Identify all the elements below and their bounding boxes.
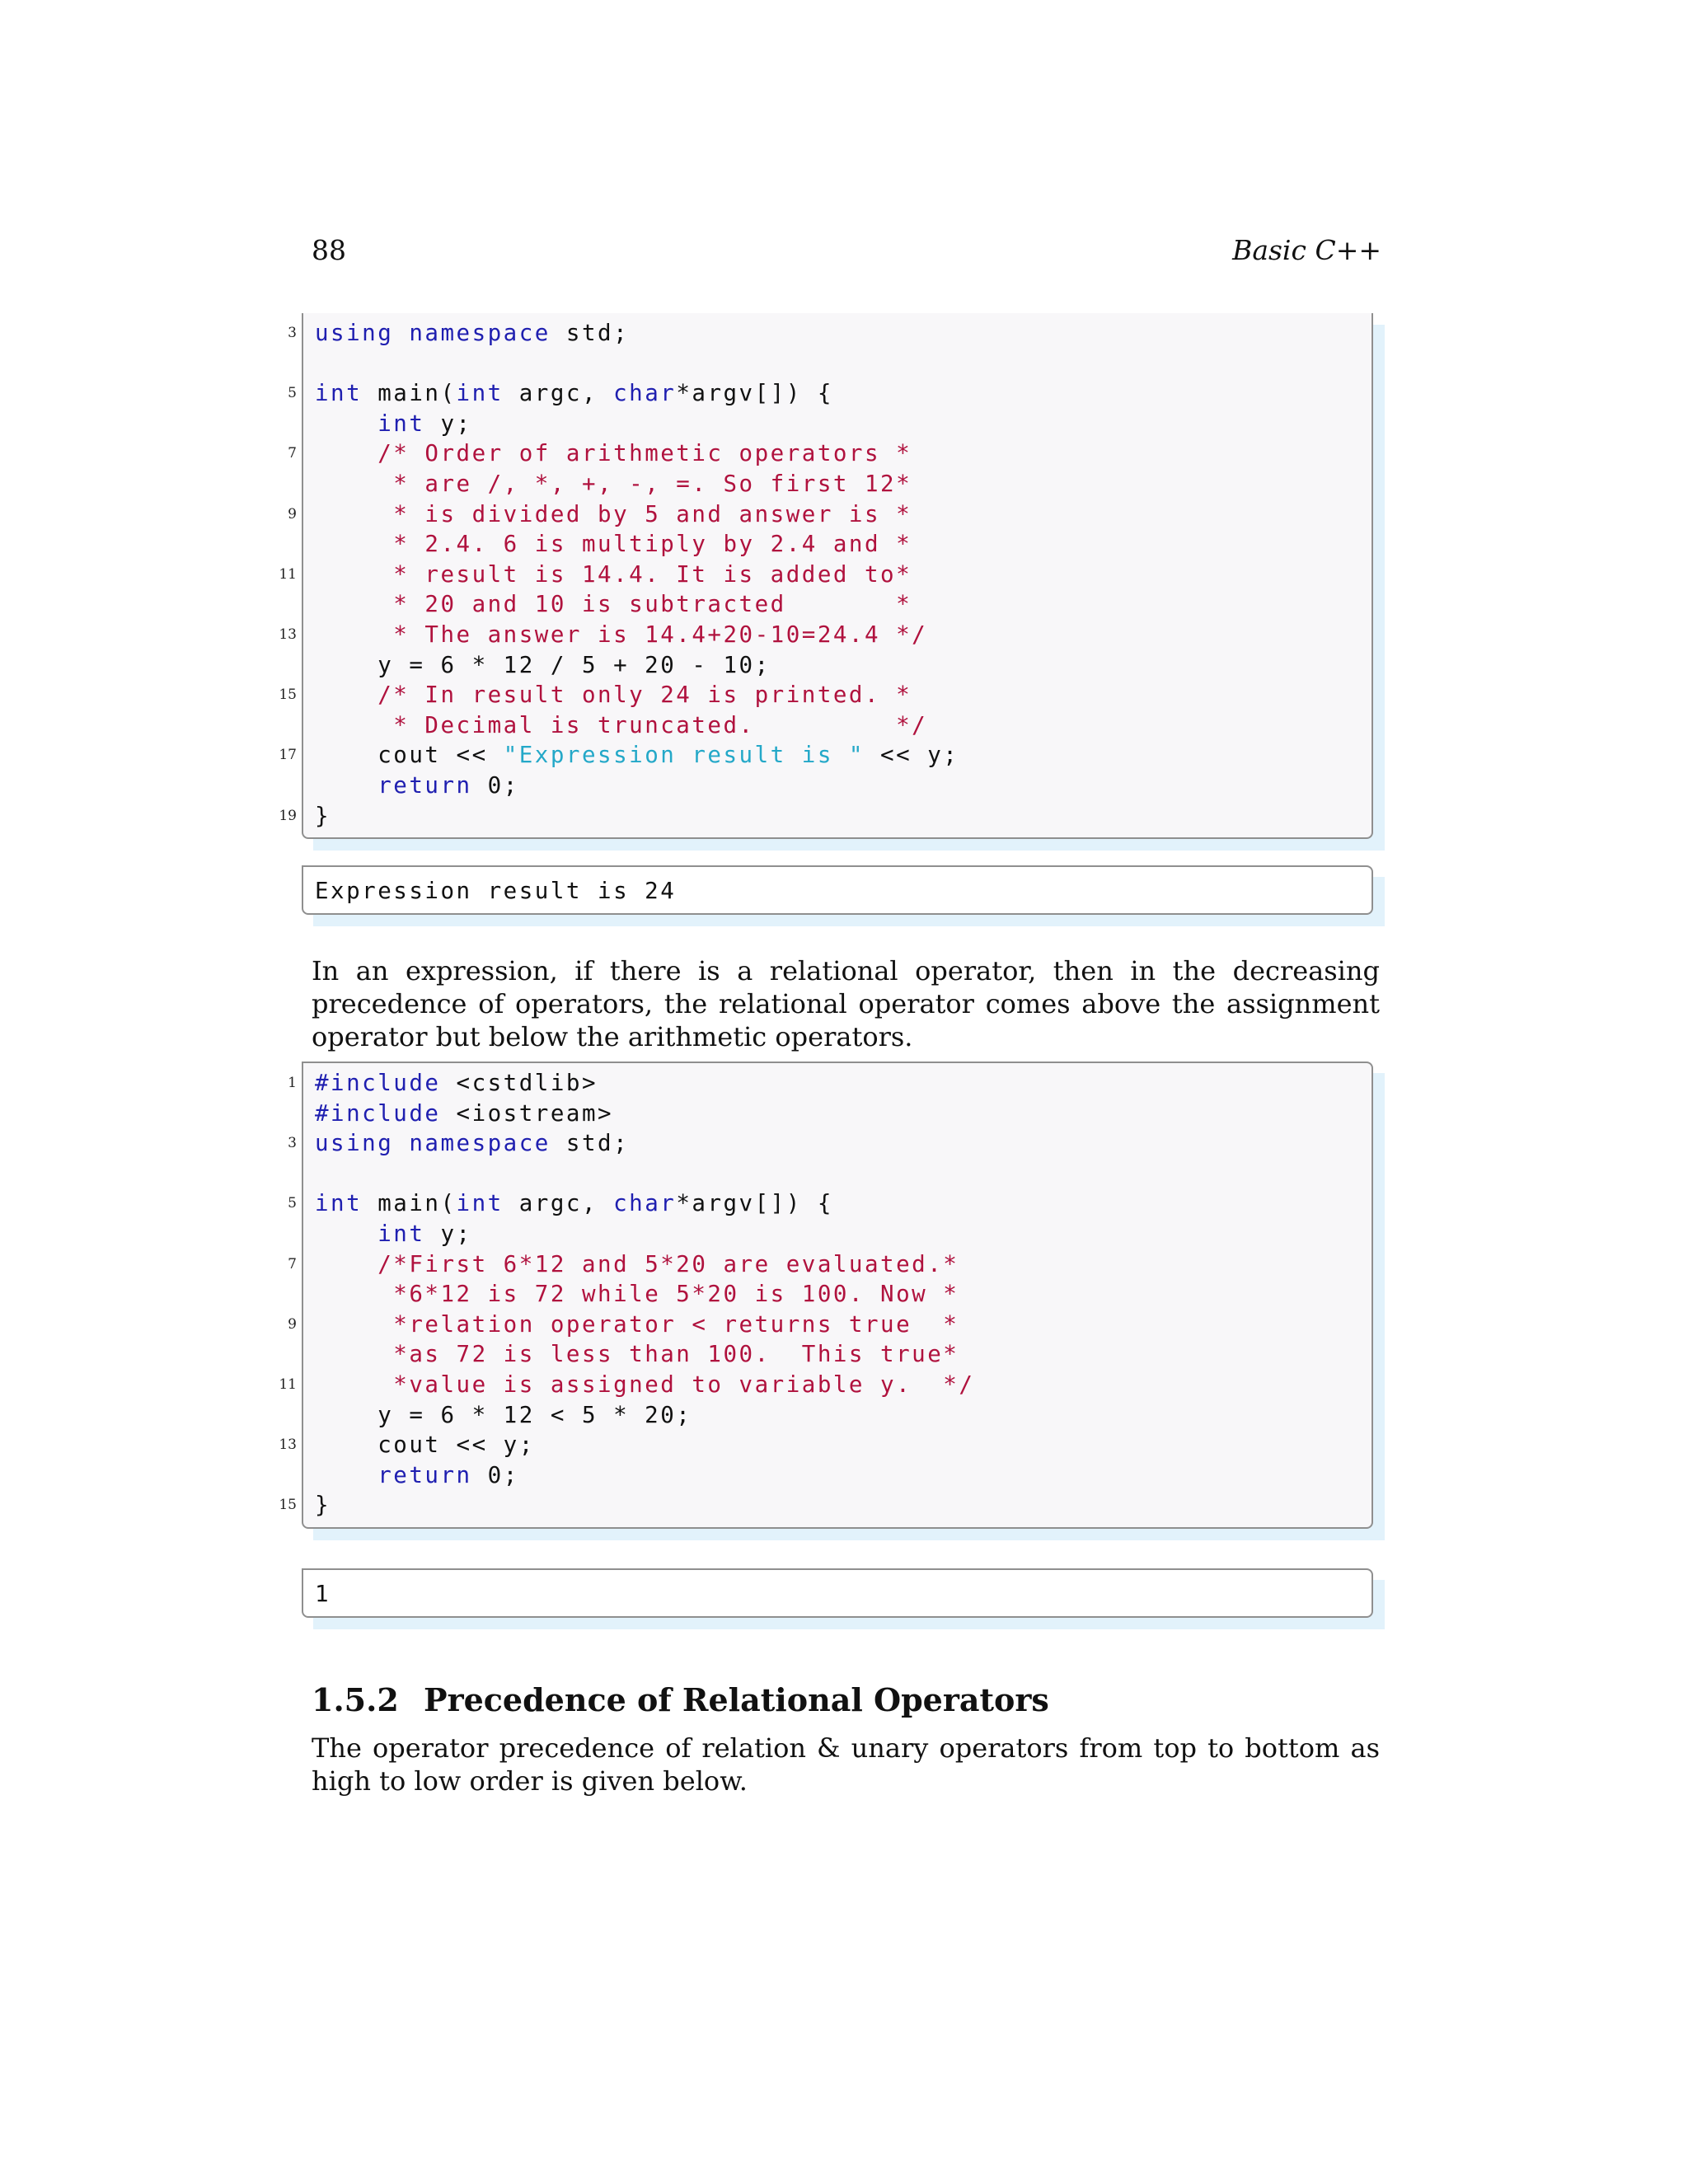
line-number: 17 [279,747,297,764]
line-number: 11 [279,1376,297,1393]
code-text [315,1462,377,1488]
code-keyword: int [456,1190,504,1217]
code-line [279,1430,1372,1460]
code-text: 0; [471,1461,519,1488]
code-keyword: char [613,1190,677,1217]
output-text: 1 [315,1581,331,1607]
code-text [315,561,377,588]
line-number: 3 [288,325,297,341]
code-text: std; [550,320,630,346]
code-line [279,1490,1372,1521]
code-line [288,1188,1372,1219]
code-line [315,771,1372,801]
code-text: } [315,1492,331,1519]
code-text: 0; [471,771,519,799]
code-text [315,682,377,708]
code-text [315,440,377,466]
code-text [315,1251,377,1277]
code-line [315,1460,1372,1491]
line-number: 3 [288,1135,297,1152]
code-text [315,1281,377,1307]
code-line [315,1339,1372,1370]
code-text: cout << y; [315,1432,535,1459]
code-comment: * result is 14.4. It is added to* [377,560,912,588]
code-line [279,740,1372,771]
code-keyword: int [377,1220,425,1247]
code-listing-1 [279,313,1373,839]
code-text: <cstdlib> [440,1070,598,1096]
code-text [315,1341,377,1367]
code-comment: *as 72 is less than 100. This true* [377,1341,959,1368]
output-frame [302,865,1373,915]
code-text [315,1311,377,1338]
code-text [315,772,377,799]
code-text: main( [362,1190,457,1217]
code-string: "Expression result is " [503,742,865,769]
code-keyword: int [315,380,363,407]
code-text [315,471,377,497]
code-listing-2 [279,1062,1373,1529]
page-number: 88 [312,234,346,266]
code-line [288,438,1372,469]
code-line [288,499,1372,530]
code-text [315,531,377,557]
code-text [315,591,377,617]
code-keyword: int [377,410,425,437]
code-keyword: char [613,380,677,407]
code-line [279,1370,1372,1400]
running-title: Basic C++ [1232,234,1381,266]
code-line [288,1068,1372,1099]
code-text: argc, [503,1190,614,1217]
code-line [315,529,1372,560]
code-lines [279,1063,1372,1527]
code-line [288,1128,1372,1159]
listing-frame [279,1062,1373,1529]
code-line [315,589,1372,620]
paragraph-precedence: The operator precedence of relation & unary operators from top to bottom as high to low order is given below. [312,1732,1380,1797]
line-number: 19 [279,807,297,824]
code-text: main( [362,380,457,407]
code-keyword: return [377,1461,472,1488]
code-keyword: return [377,771,472,799]
section-title: Precedence of Relational Operators [424,1681,1049,1718]
code-text [315,1221,377,1247]
line-number: 7 [288,1255,297,1272]
code-keyword: int [315,1190,363,1217]
code-line [279,560,1372,590]
code-keyword: using namespace [315,1130,551,1157]
line-number: 13 [279,1436,297,1454]
code-text: *argv[]) { [676,1190,833,1217]
code-line [315,349,1372,379]
code-line [315,1099,1372,1129]
code-text [315,410,377,437]
output-text: Expression result is 24 [315,878,677,904]
line-number: 15 [279,687,297,704]
code-lines [279,313,1372,837]
code-text [315,501,377,527]
code-comment: * 20 and 10 is subtracted * [377,591,912,618]
code-comment: /* Order of arithmetic operators * [377,440,912,467]
code-comment: *value is assigned to variable y. */ [377,1371,975,1398]
code-comment: /*First 6*12 and 5*20 are evaluated.* [377,1250,959,1277]
code-comment: /* In result only 24 is printed. * [377,682,912,709]
code-line [315,1279,1372,1310]
paragraph-relational-intro: In an expression, if there is a relational operator, then in the decreasing precedence of operators, the relational operator comes above the assignment operator but below the arithmetic operators. [312,955,1380,1052]
line-number: 7 [288,445,297,462]
code-text: <iostream> [440,1099,614,1127]
code-comment: *relation operator < returns true * [377,1310,959,1338]
code-line [288,1249,1372,1280]
code-keyword: #include [315,1070,441,1096]
output-frame [302,1568,1373,1618]
line-number: 15 [279,1497,297,1514]
code-line [279,801,1372,832]
code-comment: * Decimal is truncated. */ [377,711,928,738]
code-comment: * The answer is 14.4+20-10=24.4 */ [377,621,928,648]
code-line [288,378,1372,409]
line-number: 1 [288,1075,297,1091]
line-number: 13 [279,626,297,643]
code-line [279,620,1372,650]
code-line [315,710,1372,741]
code-text: cout << [315,742,504,769]
line-number: 9 [288,1315,297,1333]
line-number: 5 [288,1195,297,1212]
code-text: *argv[]) { [676,380,833,407]
code-line [315,1159,1372,1189]
code-comment: * is divided by 5 and answer is * [377,500,912,527]
code-line [315,469,1372,499]
code-text: << y; [865,742,959,769]
line-number: 11 [279,565,297,583]
code-line [288,1310,1372,1340]
code-line [315,409,1372,439]
code-text: y; [424,1220,472,1247]
code-line [288,318,1372,349]
code-keyword: int [456,380,504,407]
section-number: 1.5.2 [312,1681,399,1718]
code-text: y; [424,410,472,437]
code-text: y = 6 * 12 < 5 * 20; [315,1401,692,1428]
code-comment: * 2.4. 6 is multiply by 2.4 and * [377,531,912,558]
section-heading [312,1681,1049,1718]
listing-frame [279,313,1373,839]
code-keyword: using namespace [315,320,551,346]
code-comment: * are /, *, +, -, =. So first 12* [377,470,912,497]
code-line [279,680,1372,710]
code-line [315,1400,1372,1431]
code-text: } [315,802,331,829]
line-number: 9 [288,505,297,523]
code-text [315,1371,377,1398]
code-text: y = 6 * 12 / 5 + 20 - 10; [315,651,771,678]
output-box-2 [302,1568,1373,1618]
code-text [315,621,377,648]
code-line [315,1219,1372,1249]
code-text: argc, [503,380,614,407]
code-text: std; [550,1130,630,1157]
code-comment: *6*12 is 72 while 5*20 is 100. Now * [377,1281,959,1308]
output-box-1 [302,865,1373,915]
code-line [315,650,1372,681]
code-keyword: #include [315,1099,441,1127]
line-number: 5 [288,385,297,402]
code-text [315,712,377,738]
